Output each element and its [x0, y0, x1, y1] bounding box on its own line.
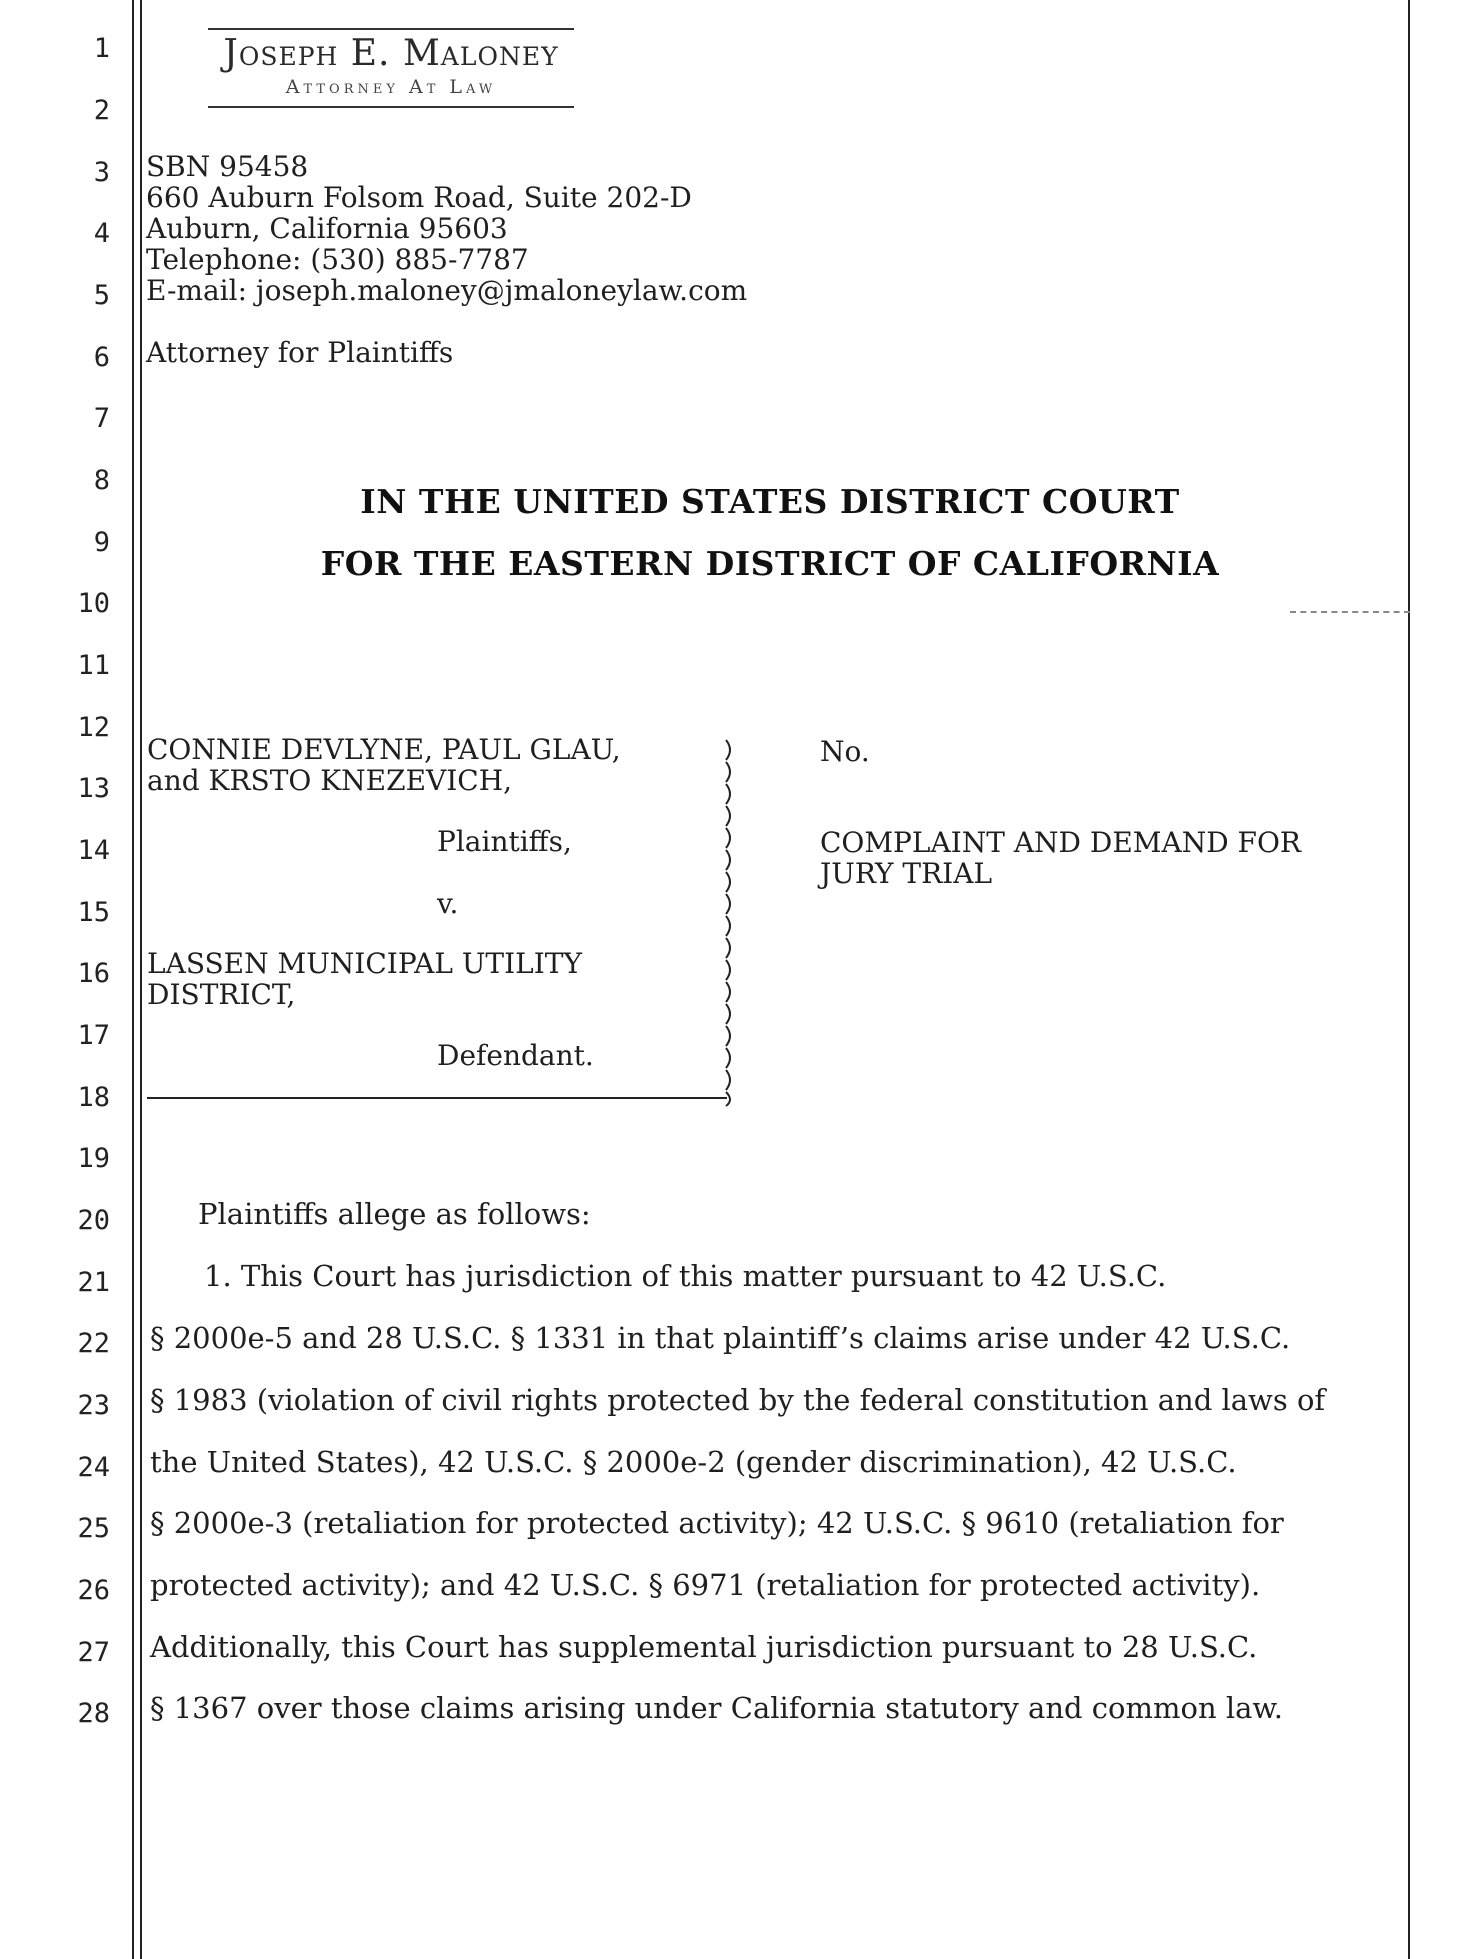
line-number: 5 — [93, 280, 110, 311]
line-number: 9 — [93, 527, 110, 558]
letterhead-bottom-rule — [208, 106, 574, 108]
caption-bottom-rule — [147, 1097, 727, 1099]
paragraph-1-line2: § 2000e-5 and 28 U.S.C. § 1331 in that plaintiff’s claims arise under 42 U.S.C. — [150, 1321, 1291, 1355]
plaintiffs-label: Plaintiffs, — [437, 825, 572, 858]
line-number: 24 — [77, 1452, 110, 1483]
right-margin-rule — [1408, 0, 1410, 1959]
paragraph-1-line4: the United States), 42 U.S.C. § 2000e-2 (gender discrimination), 42 U.S.C. — [150, 1445, 1237, 1479]
line-number: 28 — [77, 1698, 110, 1729]
caption-bracket-column — [722, 738, 738, 1108]
attorney-telephone: Telephone: (530) 885-7787 — [146, 243, 529, 276]
line-number: 1 — [93, 33, 110, 64]
line-number: 10 — [77, 588, 110, 619]
attorney-city-state-zip: Auburn, California 95603 — [146, 212, 508, 245]
line-number: 27 — [77, 1637, 110, 1668]
line-number: 12 — [77, 712, 110, 743]
paragraph-1-line5: § 2000e-3 (retaliation for protected activity); 42 U.S.C. § 9610 (retaliation for — [150, 1506, 1284, 1540]
attorney-bar-number: SBN 95458 — [146, 150, 309, 183]
letterhead — [208, 28, 574, 108]
paragraph-1-line6: protected activity); and 42 U.S.C. § 6971 (retaliation for protected activity). — [150, 1568, 1261, 1602]
defendant-name-line2: DISTRICT, — [147, 978, 296, 1011]
attorney-street-address: 660 Auburn Folsom Road, Suite 202-D — [146, 181, 692, 214]
line-number: 4 — [93, 218, 110, 249]
document-title-line1: COMPLAINT AND DEMAND FOR — [820, 826, 1302, 859]
document-title-line2: JURY TRIAL — [820, 857, 993, 890]
line-number: 23 — [77, 1390, 110, 1421]
plaintiffs-names-line1: CONNIE DEVLYNE, PAUL GLAU, — [147, 733, 621, 766]
left-margin-rule-outer — [132, 0, 134, 1959]
attorney-role: Attorney for Plaintiffs — [146, 336, 454, 369]
attorney-info-block — [146, 151, 747, 306]
line-number: 11 — [77, 650, 110, 681]
court-name-line1: IN THE UNITED STATES DISTRICT COURT — [360, 482, 1180, 521]
line-number: 18 — [77, 1082, 110, 1113]
line-number: 8 — [93, 465, 110, 496]
defendant-name-line1: LASSEN MUNICIPAL UTILITY — [147, 947, 582, 980]
versus-label: v. — [437, 887, 459, 920]
left-margin-rule-inner — [140, 0, 142, 1959]
line-number: 21 — [77, 1267, 110, 1298]
letterhead-subtitle: Attorney At Law — [285, 76, 497, 98]
line-number: 7 — [93, 403, 110, 434]
court-name-line2: FOR THE EASTERN DISTRICT OF CALIFORNIA — [320, 544, 1220, 583]
paragraph-1-line8: § 1367 over those claims arising under California statutory and common law. — [150, 1691, 1284, 1725]
line-number: 26 — [77, 1575, 110, 1606]
complaint-intro: Plaintiffs allege as follows: — [198, 1197, 591, 1231]
line-number: 13 — [77, 773, 110, 804]
attorney-email: E-mail: joseph.maloney@jmaloneylaw.com — [146, 274, 748, 307]
line-number: 6 — [93, 342, 110, 373]
line-number: 14 — [77, 835, 110, 866]
case-number-label: No. — [820, 735, 870, 768]
stray-mark — [1290, 611, 1410, 615]
paragraph-1-line3: § 1983 (violation of civil rights protected by the federal constitution and laws of — [150, 1383, 1326, 1417]
line-number: 17 — [77, 1020, 110, 1051]
defendant-label: Defendant. — [437, 1039, 594, 1072]
letterhead-top-rule — [208, 28, 574, 30]
line-number: 15 — [77, 897, 110, 928]
line-number: 25 — [77, 1513, 110, 1544]
line-number: 16 — [77, 958, 110, 989]
line-number: 20 — [77, 1205, 110, 1236]
letterhead-name: Joseph E. Maloney — [223, 33, 559, 74]
line-number: 19 — [77, 1143, 110, 1174]
paragraph-1-line7: Additionally, this Court has supplemental jurisdiction pursuant to 28 U.S.C. — [150, 1630, 1258, 1664]
paragraph-1-line1: 1. This Court has jurisdiction of this matter pursuant to 42 U.S.C. — [204, 1259, 1167, 1293]
line-number: 3 — [93, 157, 110, 188]
plaintiffs-names-line2: and KRSTO KNEZEVICH, — [147, 764, 513, 797]
line-number: 22 — [77, 1328, 110, 1359]
line-number: 2 — [93, 95, 110, 126]
